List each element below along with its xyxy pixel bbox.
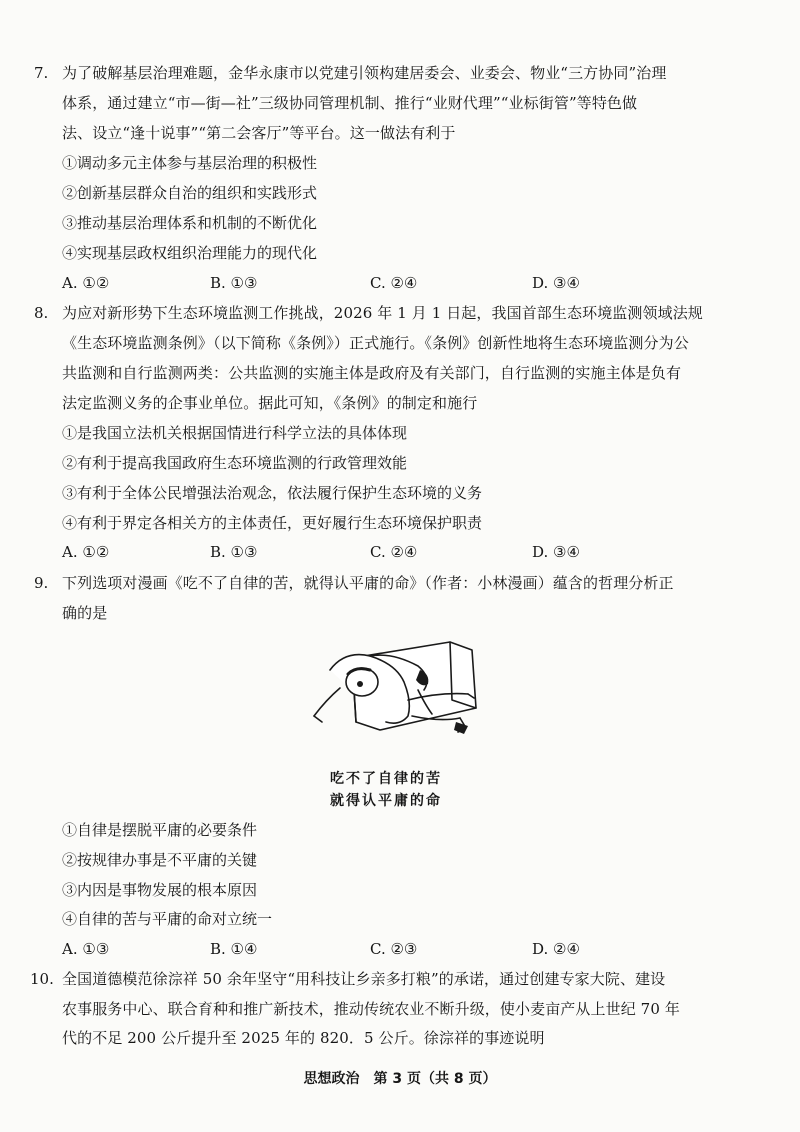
choice-b[interactable]: B. ①④ (210, 940, 258, 958)
choice-c[interactable]: C. ②③ (370, 940, 418, 958)
choice-a[interactable]: A. ①② (62, 274, 110, 292)
question-stem-line: 农事服务中心、联合育种和推广新技术，推动传统农业不断升级，使小麦亩产从上世纪 70 年 (62, 1000, 680, 1018)
question-number: 9. (34, 574, 49, 592)
statement-item: ②创新基层群众自治的组织和实践形式 (62, 184, 318, 202)
question-stem-line: 《生态环境监测条例》（以下简称《条例》）正式施行。《条例》创新性地将生态环境监测分为公 (62, 334, 689, 352)
question-stem-line: 共监测和自行监测两类：公共监测的实施主体是政府及有关部门，自行监测的实施主体是负有 (62, 364, 682, 382)
page-footer: 思想政治 第 3 页（共 8 页） (303, 1071, 497, 1087)
question-stem-line: 法定监测义务的企事业单位。据此可知，《条例》的制定和施行 (62, 394, 478, 412)
choice-a[interactable]: A. ①③ (62, 940, 110, 958)
question-stem-line: 下列选项对漫画《吃不了自律的苦，就得认平庸的命》（作者：小林漫画）蕴含的哲理分析正 (62, 574, 674, 592)
choice-c[interactable]: C. ②④ (370, 543, 418, 561)
statement-item: ③有利于全体公民增强法治观念，依法履行保护生态环境的义务 (62, 484, 483, 502)
statement-item: ③推动基层治理体系和机制的不断优化 (62, 214, 318, 232)
question-stem-line: 为了破解基层治理难题，金华永康市以党建引领构建居委会、业委会、物业“三方协同”治理 (62, 64, 667, 82)
statement-item: ④实现基层政权组织治理能力的现代化 (62, 244, 318, 262)
choice-b[interactable]: B. ①③ (210, 543, 258, 561)
statement-item: ④自律的苦与平庸的命对立统一 (62, 910, 273, 928)
statement-item: ②有利于提高我国政府生态环境监测的行政管理效能 (62, 454, 408, 472)
question-stem-line: 为应对新形势下生态环境监测工作挑战，2026 年 1 月 1 日起，我国首部生态环境监测领域法规 (62, 304, 703, 322)
question-number: 10. (30, 970, 54, 988)
cartoon-caption-line: 吃不了自律的苦 (330, 771, 442, 787)
choice-d[interactable]: D. ③④ (532, 543, 580, 561)
question-stem-line: 全国道德模范徐淙祥 50 余年坚守“用科技让乡亲多打粮”的承诺，通过创建专家大院、建设 (62, 970, 666, 988)
choice-d[interactable]: D. ②④ (532, 940, 580, 958)
question-stem-line: 代的不足 200 公斤提升至 2025 年的 820．5 公斤。徐淙祥的事迹说明 (62, 1029, 545, 1047)
question-stem-line: 确的是 (62, 604, 108, 622)
statement-item: ③内因是事物发展的根本原因 (62, 881, 258, 899)
question-number: 8. (34, 304, 49, 322)
choice-a[interactable]: A. ①② (62, 543, 110, 561)
question-number: 7. (34, 64, 49, 82)
choice-c[interactable]: C. ②④ (370, 274, 418, 292)
question-stem-line: 法、设立“逢十说事”“第二会客厅”等平台。这一做法有利于 (62, 124, 456, 142)
statement-item: ①调动多元主体参与基层治理的积极性 (62, 154, 318, 172)
cartoon-illustration (300, 630, 490, 740)
statement-item: ④有利于界定各相关方的主体责任，更好履行生态环境保护职责 (62, 514, 483, 532)
statement-item: ①自律是摆脱平庸的必要条件 (62, 821, 258, 839)
statement-item: ①是我国立法机关根据国情进行科学立法的具体体现 (62, 424, 408, 442)
choice-d[interactable]: D. ③④ (532, 274, 580, 292)
cartoon-caption-line: 就得认平庸的命 (330, 793, 442, 809)
choice-b[interactable]: B. ①③ (210, 274, 258, 292)
question-stem-line: 体系，通过建立“市—街—社”三级协同管理机制、推行“业财代理”“业标街管”等特色做 (62, 94, 638, 112)
statement-item: ②按规律办事是不平庸的关键 (62, 851, 258, 869)
